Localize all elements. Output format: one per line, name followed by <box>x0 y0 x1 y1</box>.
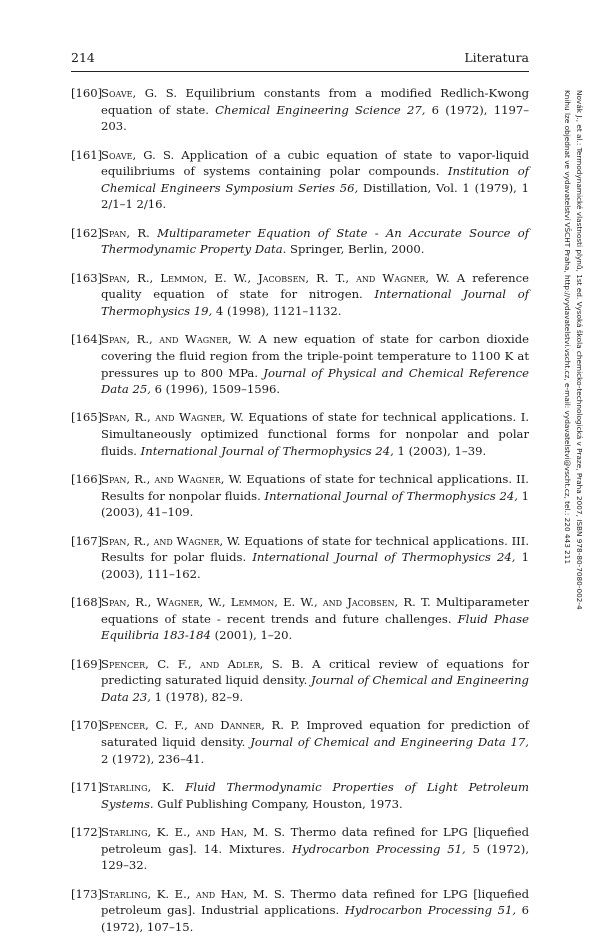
reference-number: [172] <box>71 824 103 839</box>
reference-title: A critical review of equations for predicting saturated liquid density. <box>101 656 529 688</box>
reference-authors: Starling, K. E., and Han, M. S. <box>101 886 286 901</box>
reference-source: Journal of Physical and Chemical Reference Data 25, <box>101 365 529 397</box>
reference-details: 1 (2003), 111–162. <box>101 550 529 581</box>
reference-source: Multiparameter Equation of State - An Accurate Source of Thermodynamic Property Data. <box>101 225 529 257</box>
reference-details: Gulf Publishing Company, Houston, 1973. <box>153 796 403 811</box>
reference-source: Fluid Phase Equilibria 183-184 <box>101 611 529 643</box>
reference-entry <box>71 886 529 936</box>
reference-authors: Span, R., Wagner, W., Lemmon, E. W., and Jacobsen, R. T. <box>101 595 431 610</box>
section-title: Literatura <box>464 50 529 65</box>
reference-number: [168] <box>71 595 103 610</box>
reference-details: 6 (1972), 107–15. <box>101 903 530 934</box>
reference-number: [161] <box>71 147 103 162</box>
reference-entry <box>71 331 529 397</box>
reference-authors: Span, R., and Wagner, W. <box>101 472 243 487</box>
reference-details: Springer, Berlin, 2000. <box>286 242 425 257</box>
reference-authors: Span, R., and Wagner, W. <box>101 410 244 425</box>
reference-details: 6 (1972), 1197–203. <box>101 102 529 134</box>
reference-entry <box>71 85 529 135</box>
reference-number: [162] <box>71 225 103 240</box>
reference-source: International Journal of Thermophysics 24, <box>252 550 516 565</box>
reference-source: Journal of Chemical and Engineering Data 17, <box>250 734 529 749</box>
reference-entry <box>71 656 529 706</box>
reference-title: Application of a cubic equation of state to vapor-liquid equilibriums of systems containing polar compounds. <box>101 147 530 179</box>
reference-number: [160] <box>71 86 103 100</box>
reference-authors: Span, R. <box>101 225 150 240</box>
reference-details: 2 (1972), 236–41. <box>101 751 205 766</box>
reference-number: [163] <box>71 270 103 285</box>
reference-authors: Span, R., and Wagner, W. <box>101 332 252 347</box>
reference-title: Thermo data refined for LPG [liquefied petroleum gas]. Industrial applications. <box>101 886 529 918</box>
reference-source: Institution of Chemical Engineers Symposium Series 56, <box>101 164 529 195</box>
header-rule <box>71 71 529 72</box>
reference-title: Improved equation for prediction of saturated liquid density. <box>101 718 529 749</box>
reference-number: [165] <box>71 410 103 425</box>
reference-source: International Journal of Thermophysics 24, <box>140 443 394 458</box>
reference-authors: Spencer, C. F., and Adler, S. B. <box>101 656 304 671</box>
margin-note-line-1: Novák J., et al.: Termodynamické vlastnosti plynů, 1st ed. Vysoká škola chemicko-technologická v Praze, Praha 2007, ISBN 978-80-7080-002-4 <box>575 90 584 610</box>
reference-authors: Soave, G. S. <box>101 147 175 162</box>
margin-note <box>555 90 587 610</box>
reference-entry <box>71 717 529 767</box>
page-number: 214 <box>71 50 95 65</box>
reference-entry <box>71 824 529 874</box>
reference-details: 1 (2003), 41–109. <box>101 488 529 520</box>
reference-title: A reference quality equation of state for nitrogen. <box>101 270 529 302</box>
reference-authors: Span, R., Lemmon, E. W., Jacobsen, R. T., and Wagner, W. <box>101 270 450 285</box>
reference-number: [173] <box>71 886 103 901</box>
reference-source: International Journal of Thermophysics 19, <box>101 287 529 318</box>
reference-entry <box>71 225 529 258</box>
reference-details: Distillation, Vol. 1 (1979), 1 2/1–1 2/16. <box>101 180 529 212</box>
reference-source: International Journal of Thermophysics 24, <box>264 488 518 503</box>
reference-entry <box>71 594 529 644</box>
reference-title: Multiparameter equations of state - recent trends and future challenges. <box>101 595 529 626</box>
reference-title: Equilibrium constants from a modified Redlich-Kwong equation of state. <box>101 86 529 117</box>
reference-number: [166] <box>71 472 103 487</box>
reference-number: [167] <box>71 533 103 548</box>
reference-source: Hydrocarbon Processing 51, <box>292 841 466 856</box>
reference-title: Equations of state for technical applications. II. Results for nonpolar fluids. <box>101 472 529 503</box>
reference-number: [164] <box>71 332 103 347</box>
reference-details: 1 (1978), 82–9. <box>150 689 244 704</box>
reference-authors: Span, R., and Wagner, W. <box>101 533 241 548</box>
margin-note-line-2: Knihu lze objednat ve vydavatelství VŠCHT Praha, http://vydavatelstvi.vscht.cz, e-mail: vydavatelstvi@vscht.cz, tel.: 220 443 211 <box>563 90 572 565</box>
reference-title: A new equation of state for carbon dioxide covering the fluid region from the triple-point temperature to 1100 K at pressures up to 800 MPa. <box>101 332 529 380</box>
reference-title <box>174 780 185 794</box>
reference-entry <box>71 147 529 213</box>
reference-source: Journal of Chemical and Engineering Data 23, <box>101 673 529 704</box>
reference-entry <box>71 779 529 812</box>
reference-source: Hydrocarbon Processing 51, <box>344 903 517 918</box>
reference-title: Equations of state for technical applications. I. Simultaneously optimized functional forms for nonpolar and polar fluids. <box>101 410 530 458</box>
reference-details: 4 (1998), 1121–1132. <box>212 303 342 318</box>
reference-number: [170] <box>71 718 103 733</box>
reference-source: Fluid Thermodynamic Properties of Light Petroleum Systems. <box>101 779 529 811</box>
running-header <box>71 50 529 70</box>
reference-entry <box>71 409 529 459</box>
reference-title <box>150 226 157 240</box>
reference-details: (2001), 1–20. <box>210 628 293 643</box>
reference-entry <box>71 533 529 583</box>
reference-source: Chemical Engineering Science 27, <box>215 102 426 117</box>
reference-list <box>71 85 529 947</box>
reference-details: 6 (1996), 1509–1596. <box>150 382 281 397</box>
reference-authors: Starling, K. E., and Han, M. S. <box>101 824 286 839</box>
reference-authors: Soave, G. S. <box>101 86 178 100</box>
reference-number: [169] <box>71 656 103 671</box>
reference-title: Equations of state for technical applications. III. Results for polar fluids. <box>101 533 530 565</box>
reference-entry <box>71 471 529 521</box>
reference-authors: Spencer, C. F., and Danner, R. P. <box>101 718 300 733</box>
reference-details: 5 (1972), 129–32. <box>101 841 530 873</box>
reference-entry <box>71 270 529 320</box>
reference-authors: Starling, K. <box>101 779 175 794</box>
reference-number: [171] <box>71 779 103 794</box>
reference-details: 1 (2003), 1–39. <box>393 443 487 458</box>
reference-title: Thermo data refined for LPG [liquefied petroleum gas]. 14. Mixtures. <box>101 824 529 856</box>
